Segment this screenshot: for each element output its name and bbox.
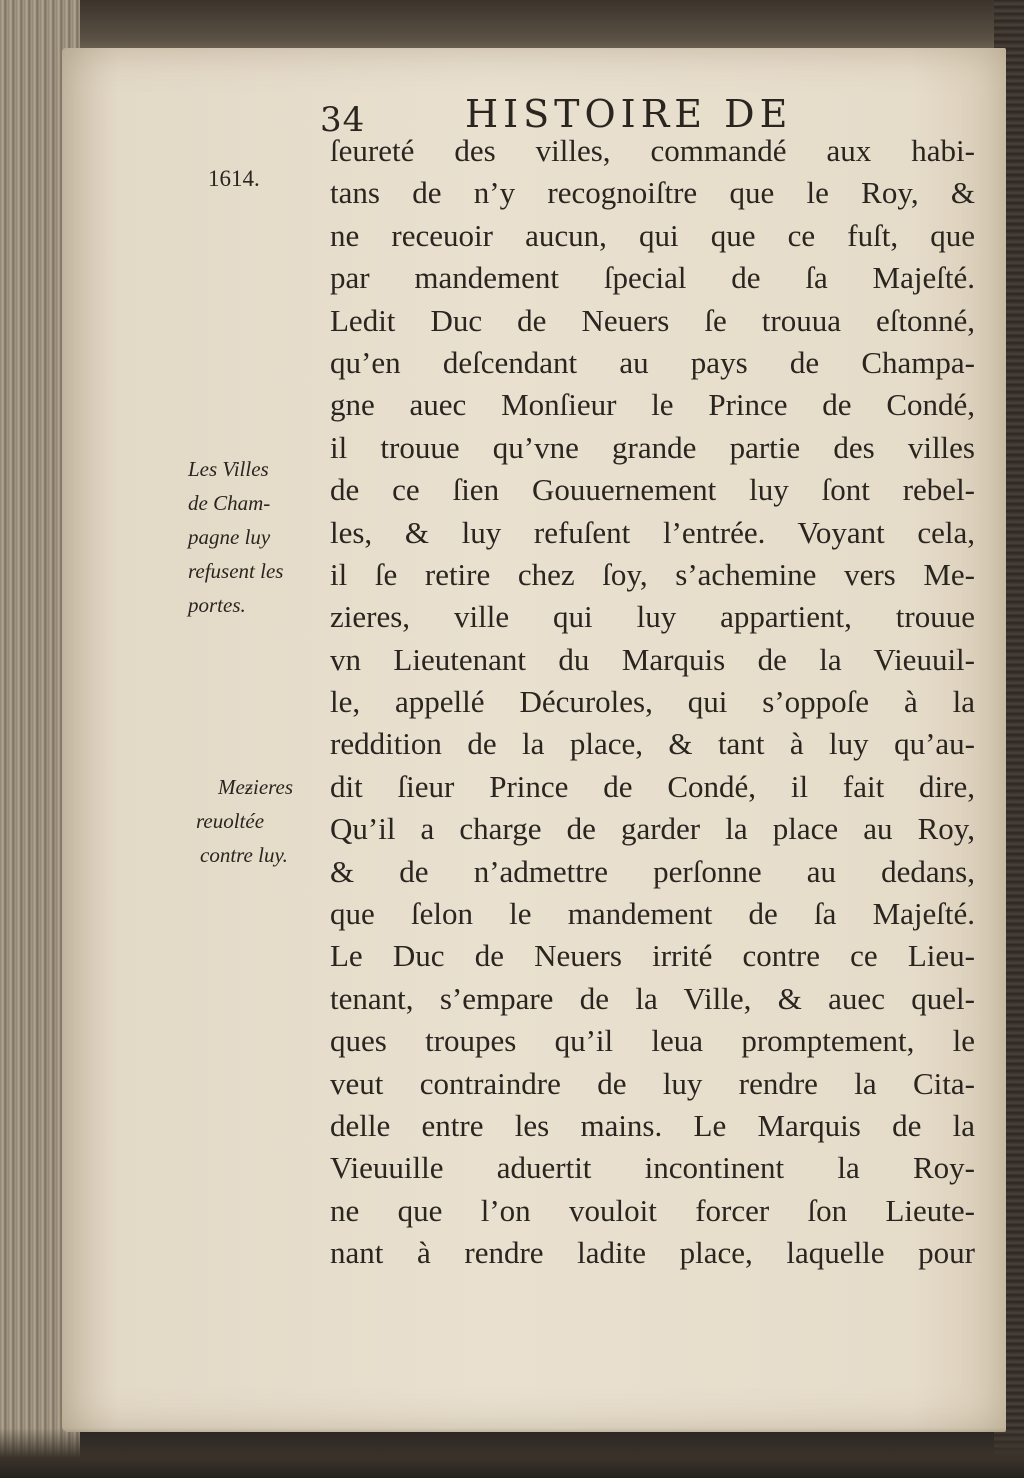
text-line: le, appellé Décuroles, qui s’oppoſe à la (330, 684, 975, 720)
text-line: ques troupes qu’il leua promptement, le (330, 1023, 975, 1059)
body-text (330, 130, 975, 1275)
text-line: il ſe retire chez ſoy, s’achemine vers Me- (330, 556, 975, 592)
text-line: vn Lieutenant du Marquis de la Vieuuil- (330, 641, 975, 677)
margin-note-line: de Cham- (188, 491, 271, 515)
text-line: qu’en deſcendant au pays de Champa- (330, 344, 975, 380)
text-line: tenant, s’empare de la Ville, & auec quel- (330, 980, 975, 1016)
book-bottom-edge (0, 1428, 1024, 1478)
text-line: reddition de la place, & tant à luy qu’au- (330, 726, 975, 762)
text-line: par mandement ſpecial de ſa Majeſté. (330, 260, 975, 296)
text-line: & de n’admettre perſonne au dedans, (330, 853, 975, 889)
margin-note-line: contre luy. (200, 843, 288, 867)
margin-note-villes (188, 452, 313, 622)
margin-note-line: portes. (188, 593, 246, 617)
text-line: Le Duc de Neuers irrité contre ce Lieu- (330, 938, 975, 974)
text-line: veut contraindre de luy rendre la Cita- (330, 1065, 975, 1101)
margin-note-line: pagne luy (188, 525, 271, 549)
margin-note-mezieres (196, 770, 321, 872)
margin-note-line: Les Villes (188, 457, 269, 481)
text-line: Qu’il a charge de garder la place au Roy, (330, 811, 975, 847)
text-line: nant à rendre ladite place, laquelle pour (330, 1235, 975, 1271)
text-line: dit ſieur Prince de Condé, il fait dire, (330, 768, 975, 804)
text-line: Vieuuille aduertit incontinent la Roy- (330, 1150, 975, 1186)
page-number: 34 (320, 100, 366, 140)
text-line: ne receuoir aucun, qui que ce fuſt, que (330, 217, 975, 253)
text-line: ſeureté des villes, commandé aux habi- (330, 133, 975, 168)
text-line: tans de n’y recognoiſtre que le Roy, & (330, 175, 975, 211)
text-line: de ce ſien Gouuernement luy ſont rebel- (330, 472, 975, 508)
text-line: ne que l’on vouloit forcer ſon Lieute- (330, 1192, 975, 1228)
text-line: zieres, ville qui luy appartient, trouue (330, 599, 975, 635)
margin-note-line: refusent les (188, 559, 284, 583)
text-line: Ledit Duc de Neuers ſe trouua eſtonné, (330, 302, 975, 338)
text-line: il trouue qu’vne grande partie des villes (330, 429, 975, 465)
text-line: gne auec Monſieur le Prince de Condé, (330, 387, 975, 423)
margin-note-line: reuoltée (196, 809, 265, 833)
text-line: les, & luy refuſent l’entrée. Voyant cela, (330, 514, 975, 550)
text-line: delle entre les mains. Le Marquis de la (330, 1107, 975, 1143)
margin-note-line: Meƶieres (218, 775, 294, 799)
running-title: HISTOIRE DE (465, 92, 793, 136)
text-line: que ſelon le mandement de ſa Majeſté. (330, 896, 975, 932)
margin-year: 1614. (208, 166, 260, 191)
